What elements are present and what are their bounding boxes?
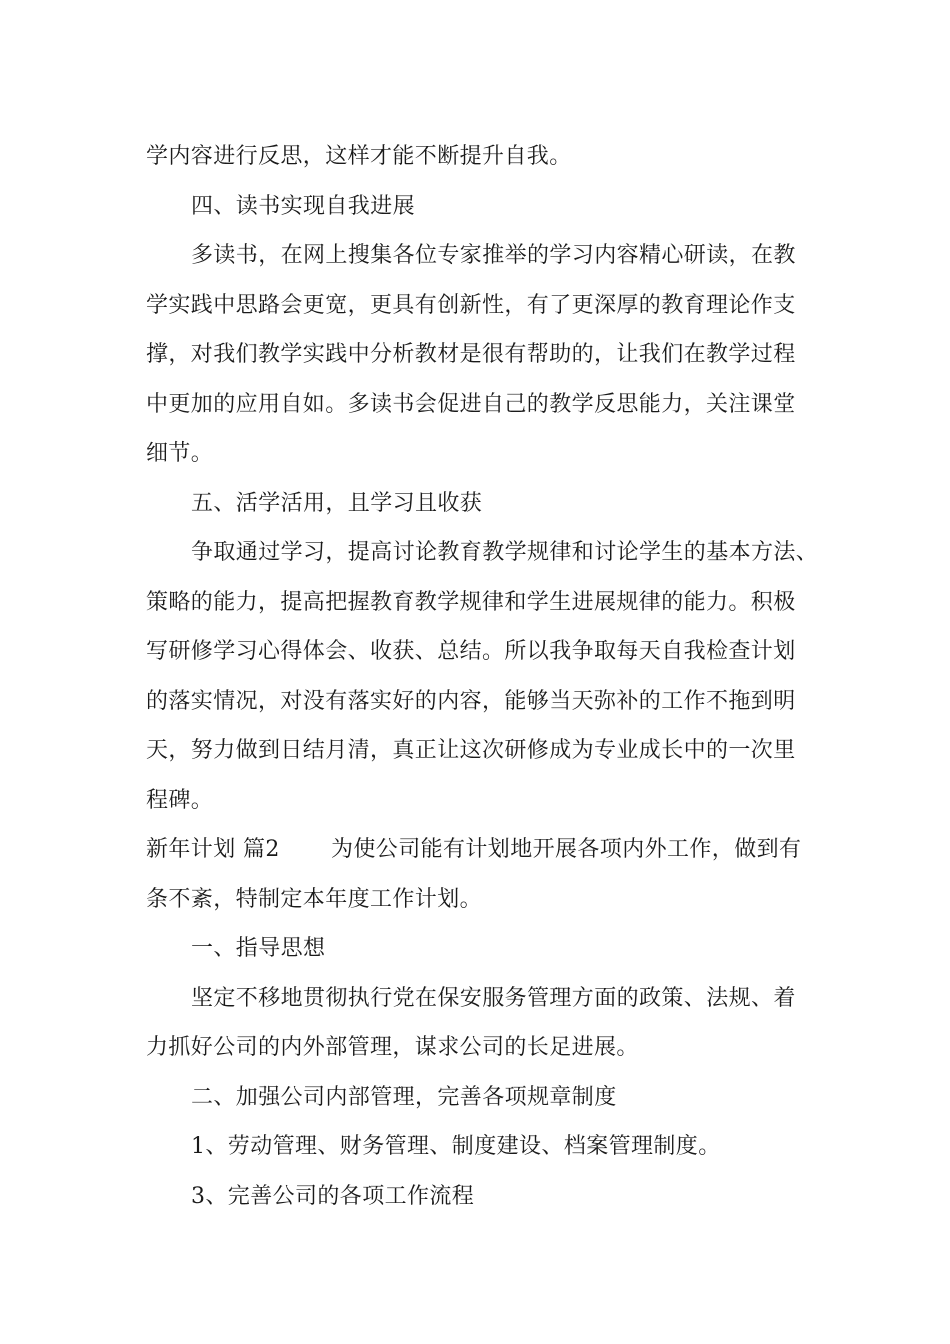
paragraph-line: 的落实情况，对没有落实好的内容，能够当天弥补的工作不拖到明 <box>146 688 796 714</box>
section-heading-four: 四、读书实现自我进展 <box>191 193 416 219</box>
section-heading-two: 二、加强公司内部管理，完善各项规章制度 <box>191 1084 617 1110</box>
paragraph-text: 为使公司能有计划地开展各项内外工作，做到有 <box>331 837 802 862</box>
document-body <box>146 132 846 1221</box>
paragraph-line: 多读书，在网上搜集各位专家推举的学习内容精心研读，在教 <box>191 243 796 268</box>
section-heading-one: 一、指导思想 <box>191 936 326 961</box>
paragraph-line: 条不紊，特制定本年度工作计划。 <box>146 886 483 912</box>
article-heading-line <box>146 825 846 875</box>
list-item: 3、完善公司的各项工作流程 <box>191 1183 475 1209</box>
paragraph-line: 天，努力做到日结月清，真正让这次研修成为专业成长中的一次里 <box>146 738 796 763</box>
paragraph-line: 中更加的应用自如。多读书会促进自己的教学反思能力，关注课堂 <box>146 391 796 417</box>
paragraph-line: 写研修学习心得体会、收获、总结。所以我争取每天自我检查计划 <box>146 639 796 664</box>
article-section-title: 新年计划 篇2 <box>146 837 280 862</box>
paragraph-line: 争取通过学习，提高讨论教育教学规律和讨论学生的基本方法、 <box>191 540 819 565</box>
paragraph-line: 细节。 <box>146 441 214 466</box>
paragraph-line: 坚定不移地贯彻执行党在保安服务管理方面的政策、法规、着 <box>191 985 796 1011</box>
list-item: 1、劳动管理、财务管理、制度建设、档案管理制度。 <box>191 1134 721 1159</box>
paragraph-line: 撑，对我们教学实践中分析教材是很有帮助的，让我们在教学过程 <box>146 342 796 367</box>
paragraph-line: 力抓好公司的内外部管理，谋求公司的长足进展。 <box>146 1035 639 1060</box>
paragraph-line: 学实践中思路会更宽，更具有创新性，有了更深厚的教育理论作支 <box>146 292 796 318</box>
section-heading-five: 五、活学活用，且学习且收获 <box>191 490 483 516</box>
paragraph-line: 程碑。 <box>146 787 214 813</box>
paragraph-line: 学内容进行反思，这样才能不断提升自我。 <box>146 144 572 169</box>
paragraph-line: 策略的能力，提高把握教育教学规律和学生进展规律的能力。积极 <box>146 589 796 615</box>
